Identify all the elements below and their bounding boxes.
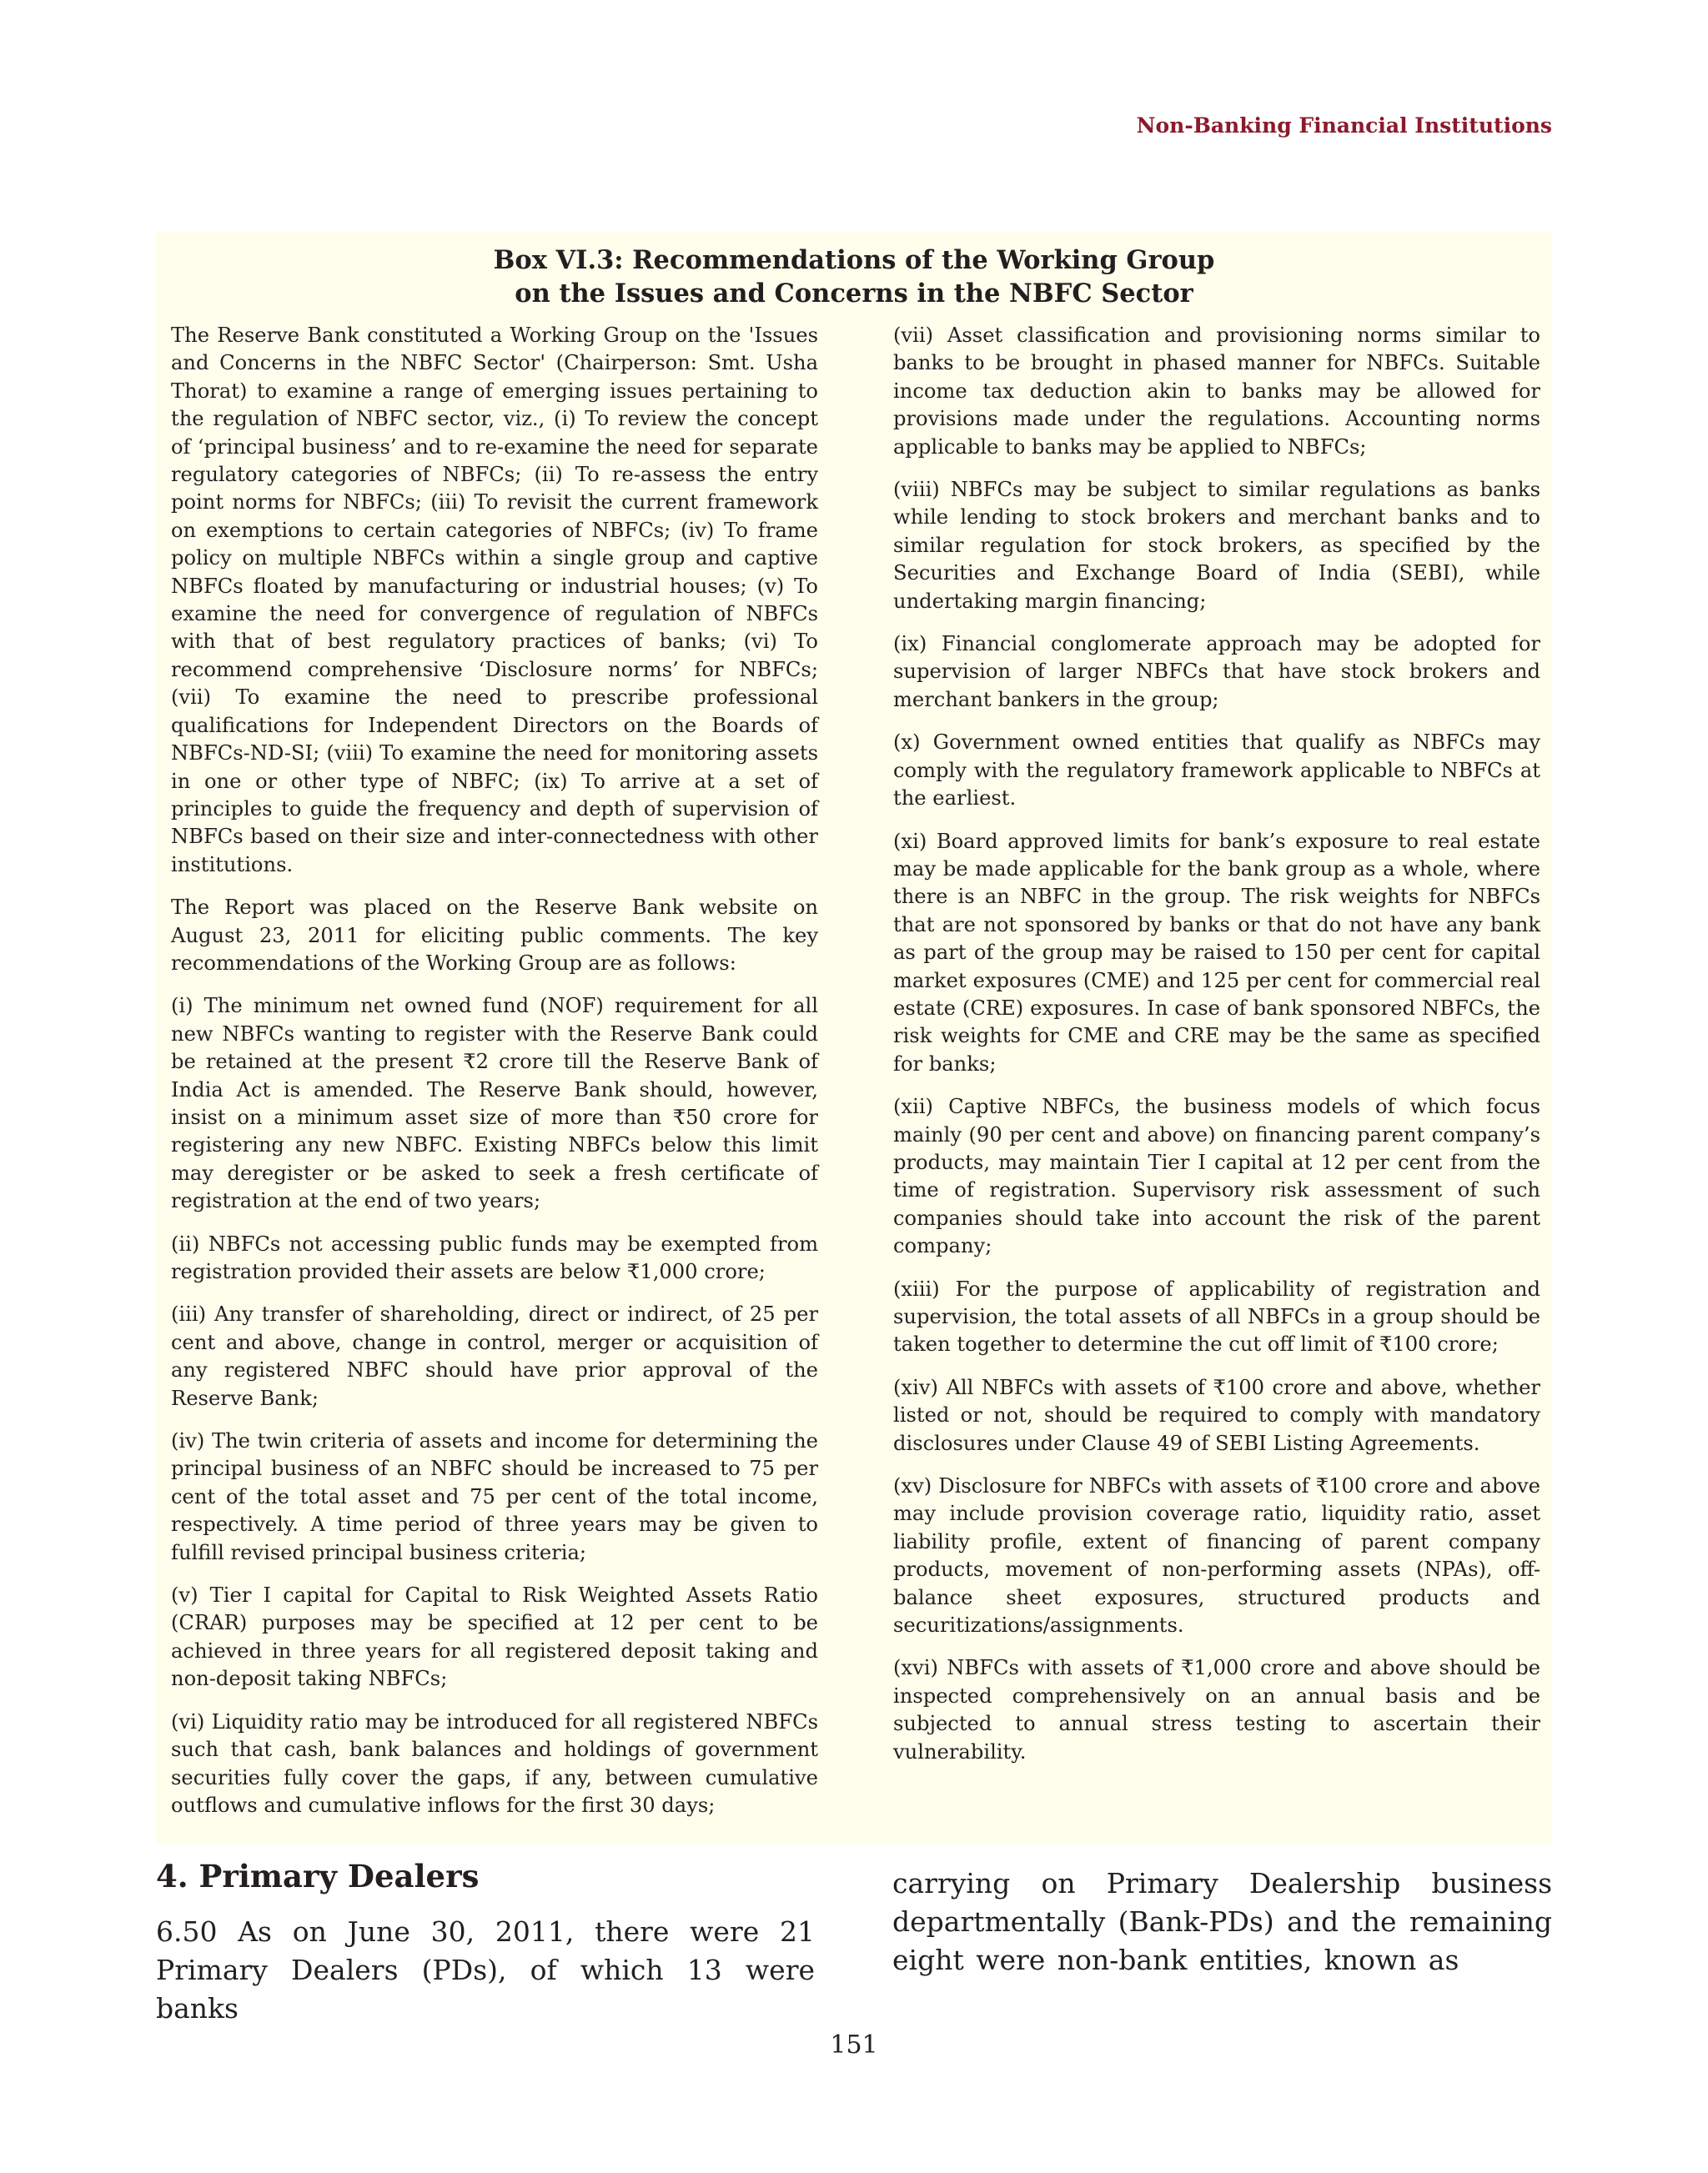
recommendation-item: (xv) Disclosure for NBFCs with assets of ₹100 crore and above may include provision coverage ratio, liquidity ratio, asset liability profile, extent of financing of parent company products, movement of non-performing assets (NPAs), off-balance sheet exposures, structured products and securitizations/assignments. [893, 1474, 1540, 1638]
paragraph: The Report was placed on the Reserve Bank website on August 23, 2011 for eliciting public comments. The key recommendations of the Working Group are as follows: [171, 896, 818, 975]
box-title-line-2: on the Issues and Concerns in the NBFC Sector [515, 279, 1193, 309]
body-text-left: 6.50 As on June 30, 2011, there were 21 Primary Dealers (PDs), of which 13 were banks [156, 1915, 815, 2025]
recommendation-item: (ix) Financial conglomerate approach may be adopted for supervision of larger NBFCs that have stock brokers and merchant bankers in the group; [893, 632, 1540, 711]
box-left-column [171, 322, 818, 1834]
box-title [156, 243, 1552, 310]
recommendation-item: (xvi) NBFCs with assets of ₹1,000 crore and above should be inspected comprehensively on an annual basis and be subjected to annual stress testing to ascertain their vulnerability. [893, 1656, 1540, 1764]
recommendation-item: (xi) Board approved limits for bank’s exposure to real estate may be made applicable for the bank group as a whole, where there is an NBFC in the group. The risk weights for NBFCs that are not sponsored by banks or that do not have any bank as part of the group may be raised to 150 per cent for capital market exposures (CME) and 125 per cent for commercial real estate (CRE) exposures. In case of bank sponsored NBFCs, the risk weights for CME and CRE may be the same as specified for banks; [893, 829, 1540, 1076]
page-number: 151 [830, 2030, 878, 2060]
recommendation-item: (viii) NBFCs may be subject to similar regulations as banks while lending to stock brokers and merchant banks and to similar regulation for stock brokers, as specified by the Securities and Exchange Board of India (SEBI), while undertaking margin financing; [893, 478, 1540, 613]
recommendation-item: (x) Government owned entities that qualify as NBFCs may comply with the regulatory framework applicable to NBFCs at the earliest. [893, 730, 1540, 810]
recommendation-item: (v) Tier I capital for Capital to Risk Weighted Assets Ratio (CRAR) purposes may be specified at 12 per cent to be achieved in three years for all registered deposit taking and non-deposit taking NBFCs; [171, 1583, 818, 1691]
running-header: Non-Banking Financial Institutions [1136, 113, 1552, 138]
recommendation-item: (iv) The twin criteria of assets and income for determining the principal business of an NBFC should be increased to 75 per cent of the total asset and 75 per cent of the total income, respectively. A time period of three years may be given to fulfill revised principal business criteria; [171, 1429, 818, 1564]
recommendation-item: (xiii) For the purpose of applicability of registration and supervision, the total assets of all NBFCs in a group should be taken together to determine the cut off limit of ₹100 crore; [893, 1277, 1540, 1357]
recommendation-item: (i) The minimum net owned fund (NOF) requirement for all new NBFCs wanting to register with the Reserve Bank could be retained at the present ₹2 crore till the Reserve Bank of India Act is amended. The Reserve Bank should, however, insist on a minimum asset size of more than ₹50 crore for registering any new NBFC. Existing NBFCs below this limit may deregister or be asked to seek a fresh certificate of registration at the end of two years; [171, 994, 818, 1213]
recommendation-item: (xii) Captive NBFCs, the business models of which focus mainly (90 per cent and above) on financing parent company’s products, may maintain Tier I capital at 12 per cent from the time of registration. Supervisory risk assessment of such companies should take into account the risk of the parent company; [893, 1095, 1540, 1258]
recommendation-item: (ii) NBFCs not accessing public funds may be exempted from registration provided their assets are below ₹1,000 crore; [171, 1232, 818, 1283]
box-right-column [893, 322, 1540, 1781]
section-heading: 4. Primary Dealers [156, 1858, 480, 1894]
recommendation-item: (vi) Liquidity ratio may be introduced for all registered NBFCs such that cash, bank balances and holdings of government securities fully cover the gaps, if any, between cumulative outflows and cumulative inflows for the first 30 days; [171, 1709, 818, 1817]
recommendation-item: (vii) Asset classification and provisioning norms similar to banks to be brought in phased manner for NBFCs. Suitable income tax deduction akin to banks may be allowed for provisions made under the regulations. Accounting norms applicable to banks may be applied to NBFCs; [893, 324, 1540, 459]
box-title-line-1: Box VI.3: Recommendations of the Working Group [493, 245, 1215, 275]
recommendation-item: (iii) Any transfer of shareholding, direct or indirect, of 25 per cent and above, change in control, merger or acquisition of any registered NBFC should have prior approval of the Reserve Bank; [171, 1302, 818, 1410]
recommendation-item: (xiv) All NBFCs with assets of ₹100 crore and above, whether listed or not, should be required to comply with mandatory disclosures under Clause 49 of SEBI Listing Agreements. [893, 1375, 1540, 1455]
paragraph: The Reserve Bank constituted a Working Group on the 'Issues and Concerns in the NBFC Sector' (Chairperson: Smt. Usha Thorat) to examine a range of emerging issues pertaining to the regulation of NBFC sector, viz., (i) To review the concept of ‘principal business’ and to re-examine the need for separate regulatory categories of NBFCs; (ii) To re-assess the entry point norms for NBFCs; (iii) To revisit the current framework on exemptions to certain categories of NBFCs; (iv) To frame policy on multiple NBFCs within a single group and captive NBFCs floated by manufacturing or industrial houses; (v) To examine the need for convergence of regulation of NBFCs with that of best regulatory practices of banks; (vi) To recommend comprehensive ‘Disclosure norms’ for NBFCs; (vii) To examine the need to prescribe professional qualifications for Independent Directors on the Boards of NBFCs-ND-SI; (viii) To examine the need for monitoring assets in one or other type of NBFC; (ix) To arrive at a set of principles to guide the frequency and depth of supervision of NBFCs based on their size and inter-connectedness with other institutions. [171, 324, 818, 876]
recommendations-box [156, 232, 1552, 1844]
body-text-right: carrying on Primary Dealership business departmentally (Bank-PDs) and the remaining eight were non-bank entities, known as [892, 1867, 1552, 1976]
